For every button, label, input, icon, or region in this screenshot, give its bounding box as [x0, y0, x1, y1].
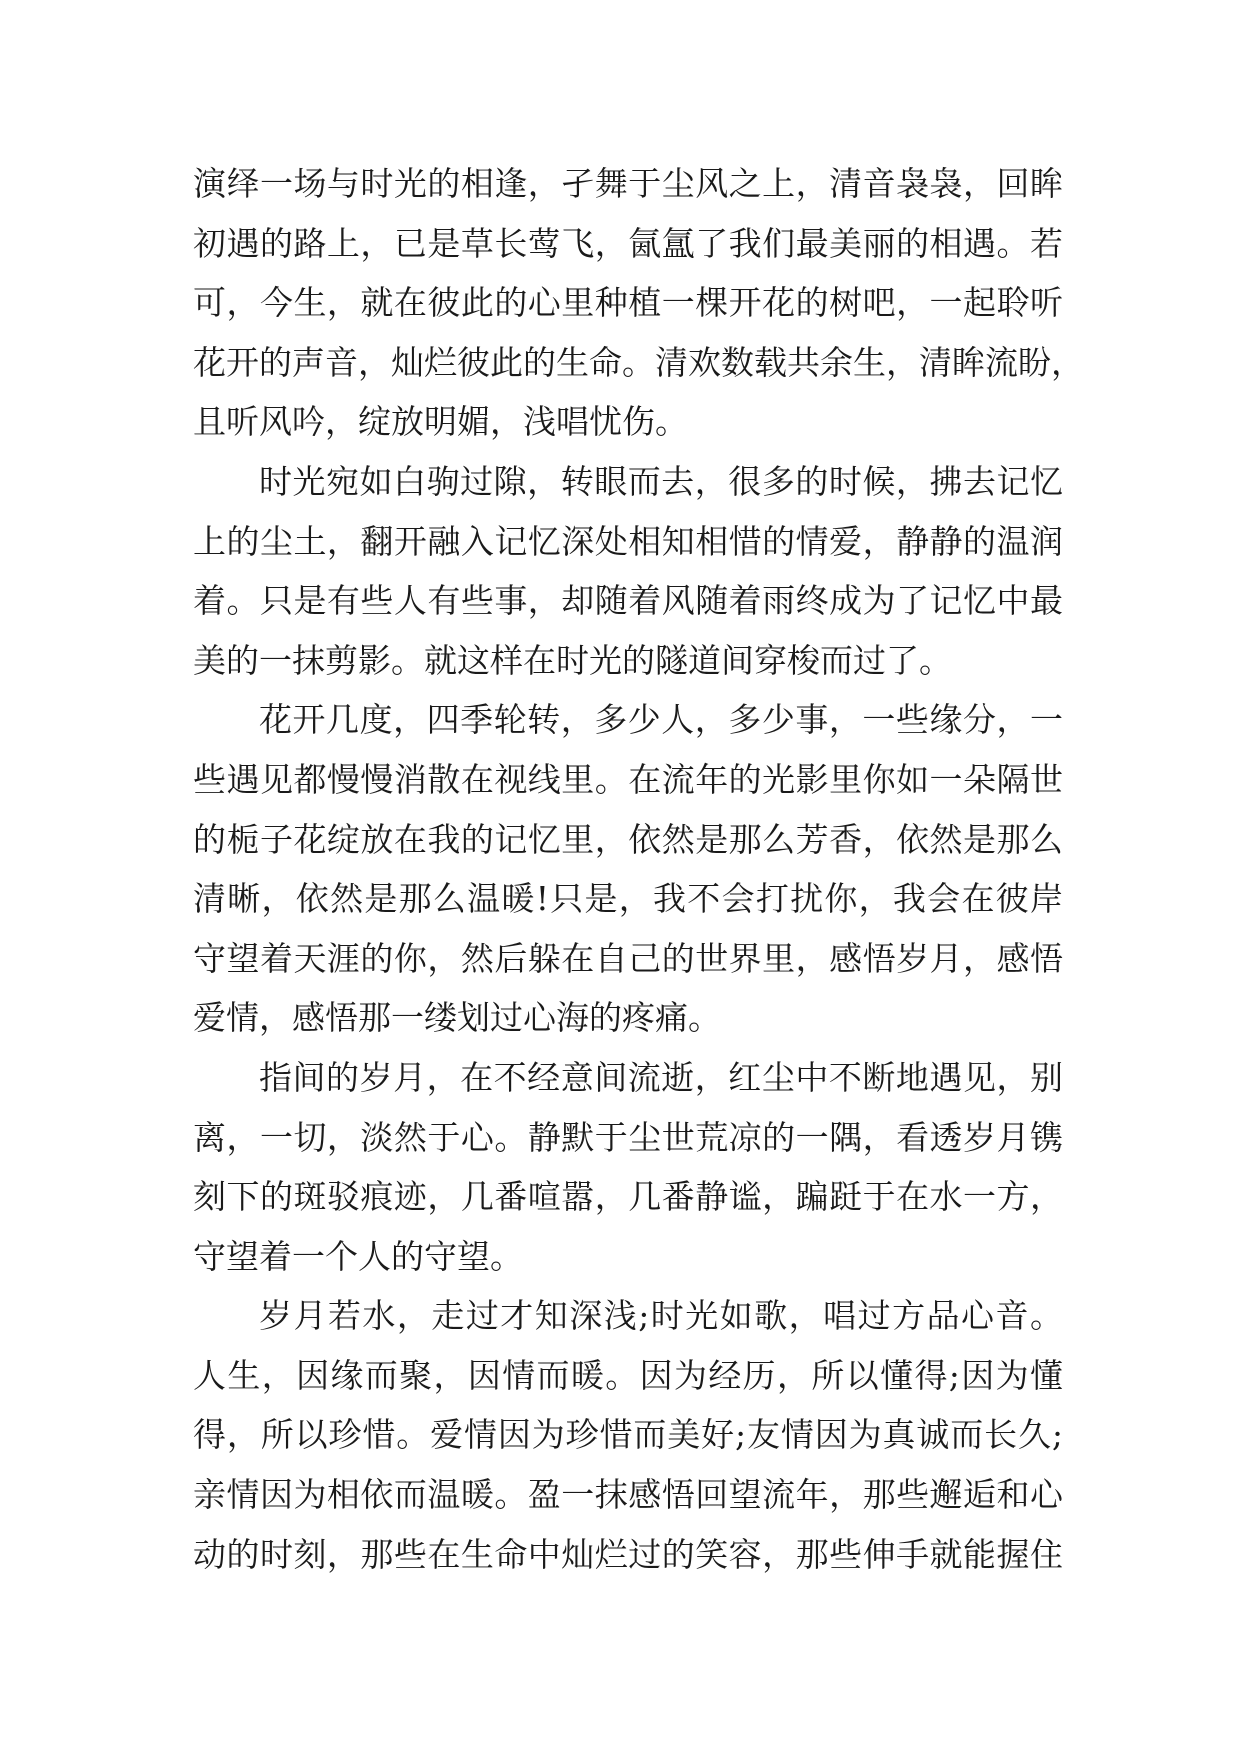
paragraph-5-line-2: 人生，因缘而聚，因情而暖。因为经历，所以懂得;因为懂 [193, 1355, 1063, 1395]
paragraph-4-line-1: 指间的岁月，在不经意间流逝，红尘中不断地遇见，别 [259, 1057, 1063, 1097]
paragraph-5-line-3: 得，所以珍惜。爱情因为珍惜而美好;友情因为真诚而长久; [193, 1415, 1063, 1455]
paragraph-1-line-4: 花开的声音，灿烂彼此的生命。清欢数载共余生，清眸流盼， [193, 342, 1084, 382]
paragraph-1-line-2: 初遇的路上，已是草长莺飞，氤氲了我们最美丽的相遇。若 [193, 223, 1063, 263]
paragraph-3-line-3: 的栀子花绽放在我的记忆里，依然是那么芳香，依然是那么 [193, 819, 1063, 859]
paragraph-4-line-4: 守望着一个人的守望。 [193, 1236, 523, 1276]
paragraph-1-line-5: 且听风吟，绽放明媚，浅唱忧伤。 [193, 402, 688, 442]
paragraph-5-line-4: 亲情因为相依而温暖。盈一抹感悟回望流年，那些邂逅和心 [193, 1475, 1063, 1515]
paragraph-4-line-3: 刻下的斑驳痕迹，几番喧嚣，几番静谧，蹁跹于在水一方， [193, 1177, 1063, 1217]
paragraph-3-line-6: 爱情，感悟那一缕划过心海的疼痛。 [193, 998, 721, 1038]
paragraph-3-line-2: 些遇见都慢慢消散在视线里。在流年的光影里你如一朵隔世 [193, 759, 1063, 799]
paragraph-5-line-1: 岁月若水，走过才知深浅;时光如歌，唱过方品心音。 [259, 1296, 1063, 1336]
paragraph-3-line-5: 守望着天涯的你，然后躲在自己的世界里，感悟岁月，感悟 [193, 938, 1063, 978]
paragraph-3-line-4: 清晰，依然是那么温暖!只是，我不会打扰你，我会在彼岸 [193, 879, 1063, 919]
paragraph-3-line-1: 花开几度，四季轮转，多少人，多少事，一些缘分，一 [259, 700, 1063, 740]
body-text [193, 154, 1084, 1584]
paragraph-2-line-4: 美的一抹剪影。就这样在时光的隧道间穿梭而过了。 [193, 640, 952, 680]
paragraph-1-line-1: 演绎一场与时光的相逢，孑舞于尘风之上，清音袅袅，回眸 [193, 164, 1063, 203]
paragraph-2-line-2: 上的尘土，翻开融入记忆深处相知相惜的情爱，静静的温润 [193, 521, 1063, 561]
paragraph-2-line-3: 着。只是有些人有些事，却随着风随着雨终成为了记忆中最 [193, 581, 1063, 621]
paragraph-5-line-5: 动的时刻，那些在生命中灿烂过的笑容，那些伸手就能握住 [193, 1534, 1063, 1574]
paragraph-1-line-3: 可，今生，就在彼此的心里种植一棵开花的树吧，一起聆听 [193, 283, 1063, 323]
paragraph-2-line-1: 时光宛如白驹过隙，转眼而去，很多的时候，拂去记忆 [259, 461, 1063, 501]
paragraph-4-line-2: 离，一切，淡然于心。静默于尘世荒凉的一隅，看透岁月镌 [193, 1117, 1063, 1157]
